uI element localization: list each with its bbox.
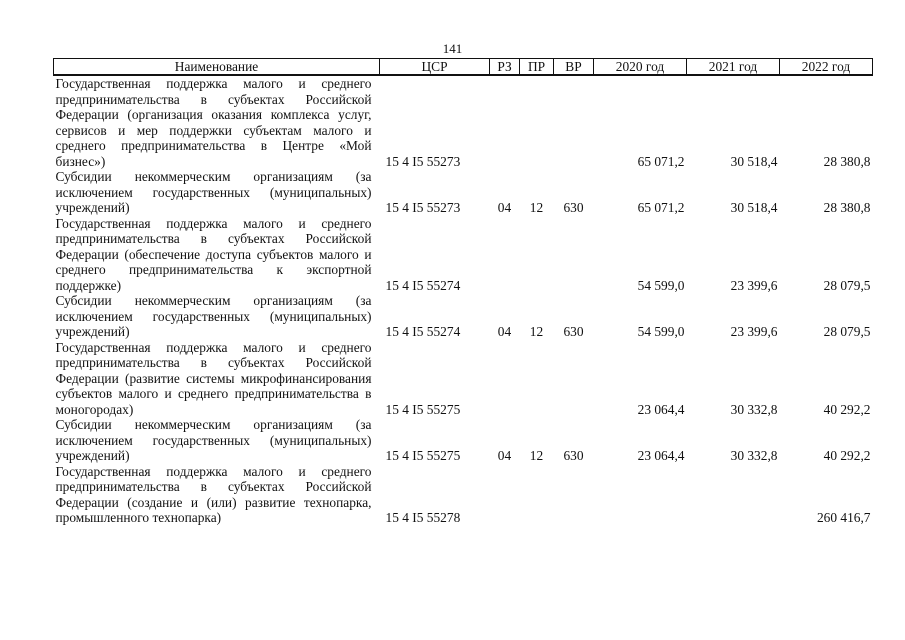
row-name: Субсидии некоммерческим организациям (за исключением государственных (муниципальных) учреждений): [55, 169, 372, 215]
row-2021: 30 332,8: [730, 448, 778, 463]
row-2022: 28 079,5: [823, 277, 871, 293]
row-2021: 23 399,6: [730, 324, 778, 339]
table-row: [54, 417, 873, 464]
header-2021: 2021 год: [687, 59, 780, 76]
row-2022: 40 292,2: [823, 401, 871, 417]
row-name: Государственная поддержка малого и среднего предпринимательства в субъектах Российской Федерации (организация оказания комплекса услуг, сервисов и мер поддержки субъектам малого и среднего предпринимательства в Центре «Мой бизнес»): [55, 76, 372, 169]
row-csr: 15 4 I5 55275: [385, 448, 461, 463]
header-row: [54, 59, 873, 76]
row-2021: 30 518,4: [730, 153, 778, 169]
row-vr: 630: [563, 324, 584, 339]
row-rz: 04: [497, 448, 512, 463]
table-row: [54, 340, 873, 418]
table-row: [54, 464, 873, 526]
table-row: [54, 293, 873, 340]
row-csr: 15 4 I5 55274: [385, 324, 461, 339]
header-2020: 2020 год: [594, 59, 687, 76]
row-2020: 23 064,4: [637, 401, 685, 417]
row-name: Государственная поддержка малого и среднего предпринимательства в субъектах Российской Федерации (обеспечение доступа субъектов малого и среднего предпринимательства к экспортной поддержке): [55, 215, 372, 293]
row-pr: 12: [529, 448, 544, 463]
row-vr: 630: [563, 200, 584, 215]
row-2022: 28 079,5: [823, 324, 871, 339]
row-pr: [520, 75, 554, 169]
row-2022: 260 416,7: [816, 510, 871, 525]
header-pr: ПР: [520, 59, 554, 76]
header-rz: РЗ: [490, 59, 520, 76]
row-2020: 54 599,0: [637, 277, 685, 293]
row-csr: 15 4 I5 55273: [385, 153, 461, 169]
row-2021: 30 332,8: [730, 401, 778, 417]
row-vr: [554, 464, 594, 526]
row-2020: 65 071,2: [637, 200, 685, 215]
row-csr: 15 4 I5 55273: [385, 200, 461, 215]
row-2020: 65 071,2: [637, 153, 685, 169]
row-rz: [490, 464, 520, 526]
row-rz: [490, 340, 520, 418]
table-body: [54, 75, 873, 526]
row-name: Субсидии некоммерческим организациям (за исключением государственных (муниципальных) учреждений): [55, 293, 372, 339]
row-pr: [520, 216, 554, 294]
row-pr: 12: [529, 324, 544, 339]
header-name: Наименование: [54, 59, 380, 76]
row-csr: 15 4 I5 55275: [385, 401, 461, 417]
row-2021: 23 399,6: [730, 277, 778, 293]
page-number: 141: [442, 41, 463, 56]
row-2020: 23 064,4: [637, 448, 685, 463]
row-vr: [554, 216, 594, 294]
header-csr: ЦСР: [380, 59, 490, 76]
row-2021: 30 518,4: [730, 200, 778, 215]
row-vr: [554, 340, 594, 418]
row-rz: [490, 75, 520, 169]
row-name: Государственная поддержка малого и среднего предпринимательства в субъектах Российской Федерации (создание и (или) развитие технопарка, промышленного технопарка): [55, 463, 372, 525]
row-name: Субсидии некоммерческим организациям (за исключением государственных (муниципальных) учреждений): [55, 417, 372, 463]
row-2020: [594, 464, 687, 526]
table-header: [54, 59, 873, 76]
row-2021: [687, 464, 780, 526]
row-vr: 630: [563, 448, 584, 463]
row-rz: [490, 216, 520, 294]
row-2022: 28 380,8: [823, 153, 871, 169]
header-2022: 2022 год: [780, 59, 873, 76]
table-row: [54, 216, 873, 294]
row-pr: 12: [529, 200, 544, 215]
row-csr: 15 4 I5 55278: [385, 510, 461, 525]
row-pr: [520, 464, 554, 526]
row-2020: 54 599,0: [637, 324, 685, 339]
budget-table: [53, 58, 873, 526]
row-rz: 04: [497, 200, 512, 215]
table-row: [54, 75, 873, 169]
row-vr: [554, 75, 594, 169]
row-rz: 04: [497, 324, 512, 339]
table-row: [54, 169, 873, 216]
row-2022: 40 292,2: [823, 448, 871, 463]
row-pr: [520, 340, 554, 418]
row-csr: 15 4 I5 55274: [385, 277, 461, 293]
header-vr: ВР: [554, 59, 594, 76]
row-2022: 28 380,8: [823, 200, 871, 215]
row-name: Государственная поддержка малого и среднего предпринимательства в субъектах Российской Федерации (развитие системы микрофинансирования субъектов малого и среднего предпринимательства в моногородах): [55, 339, 372, 417]
